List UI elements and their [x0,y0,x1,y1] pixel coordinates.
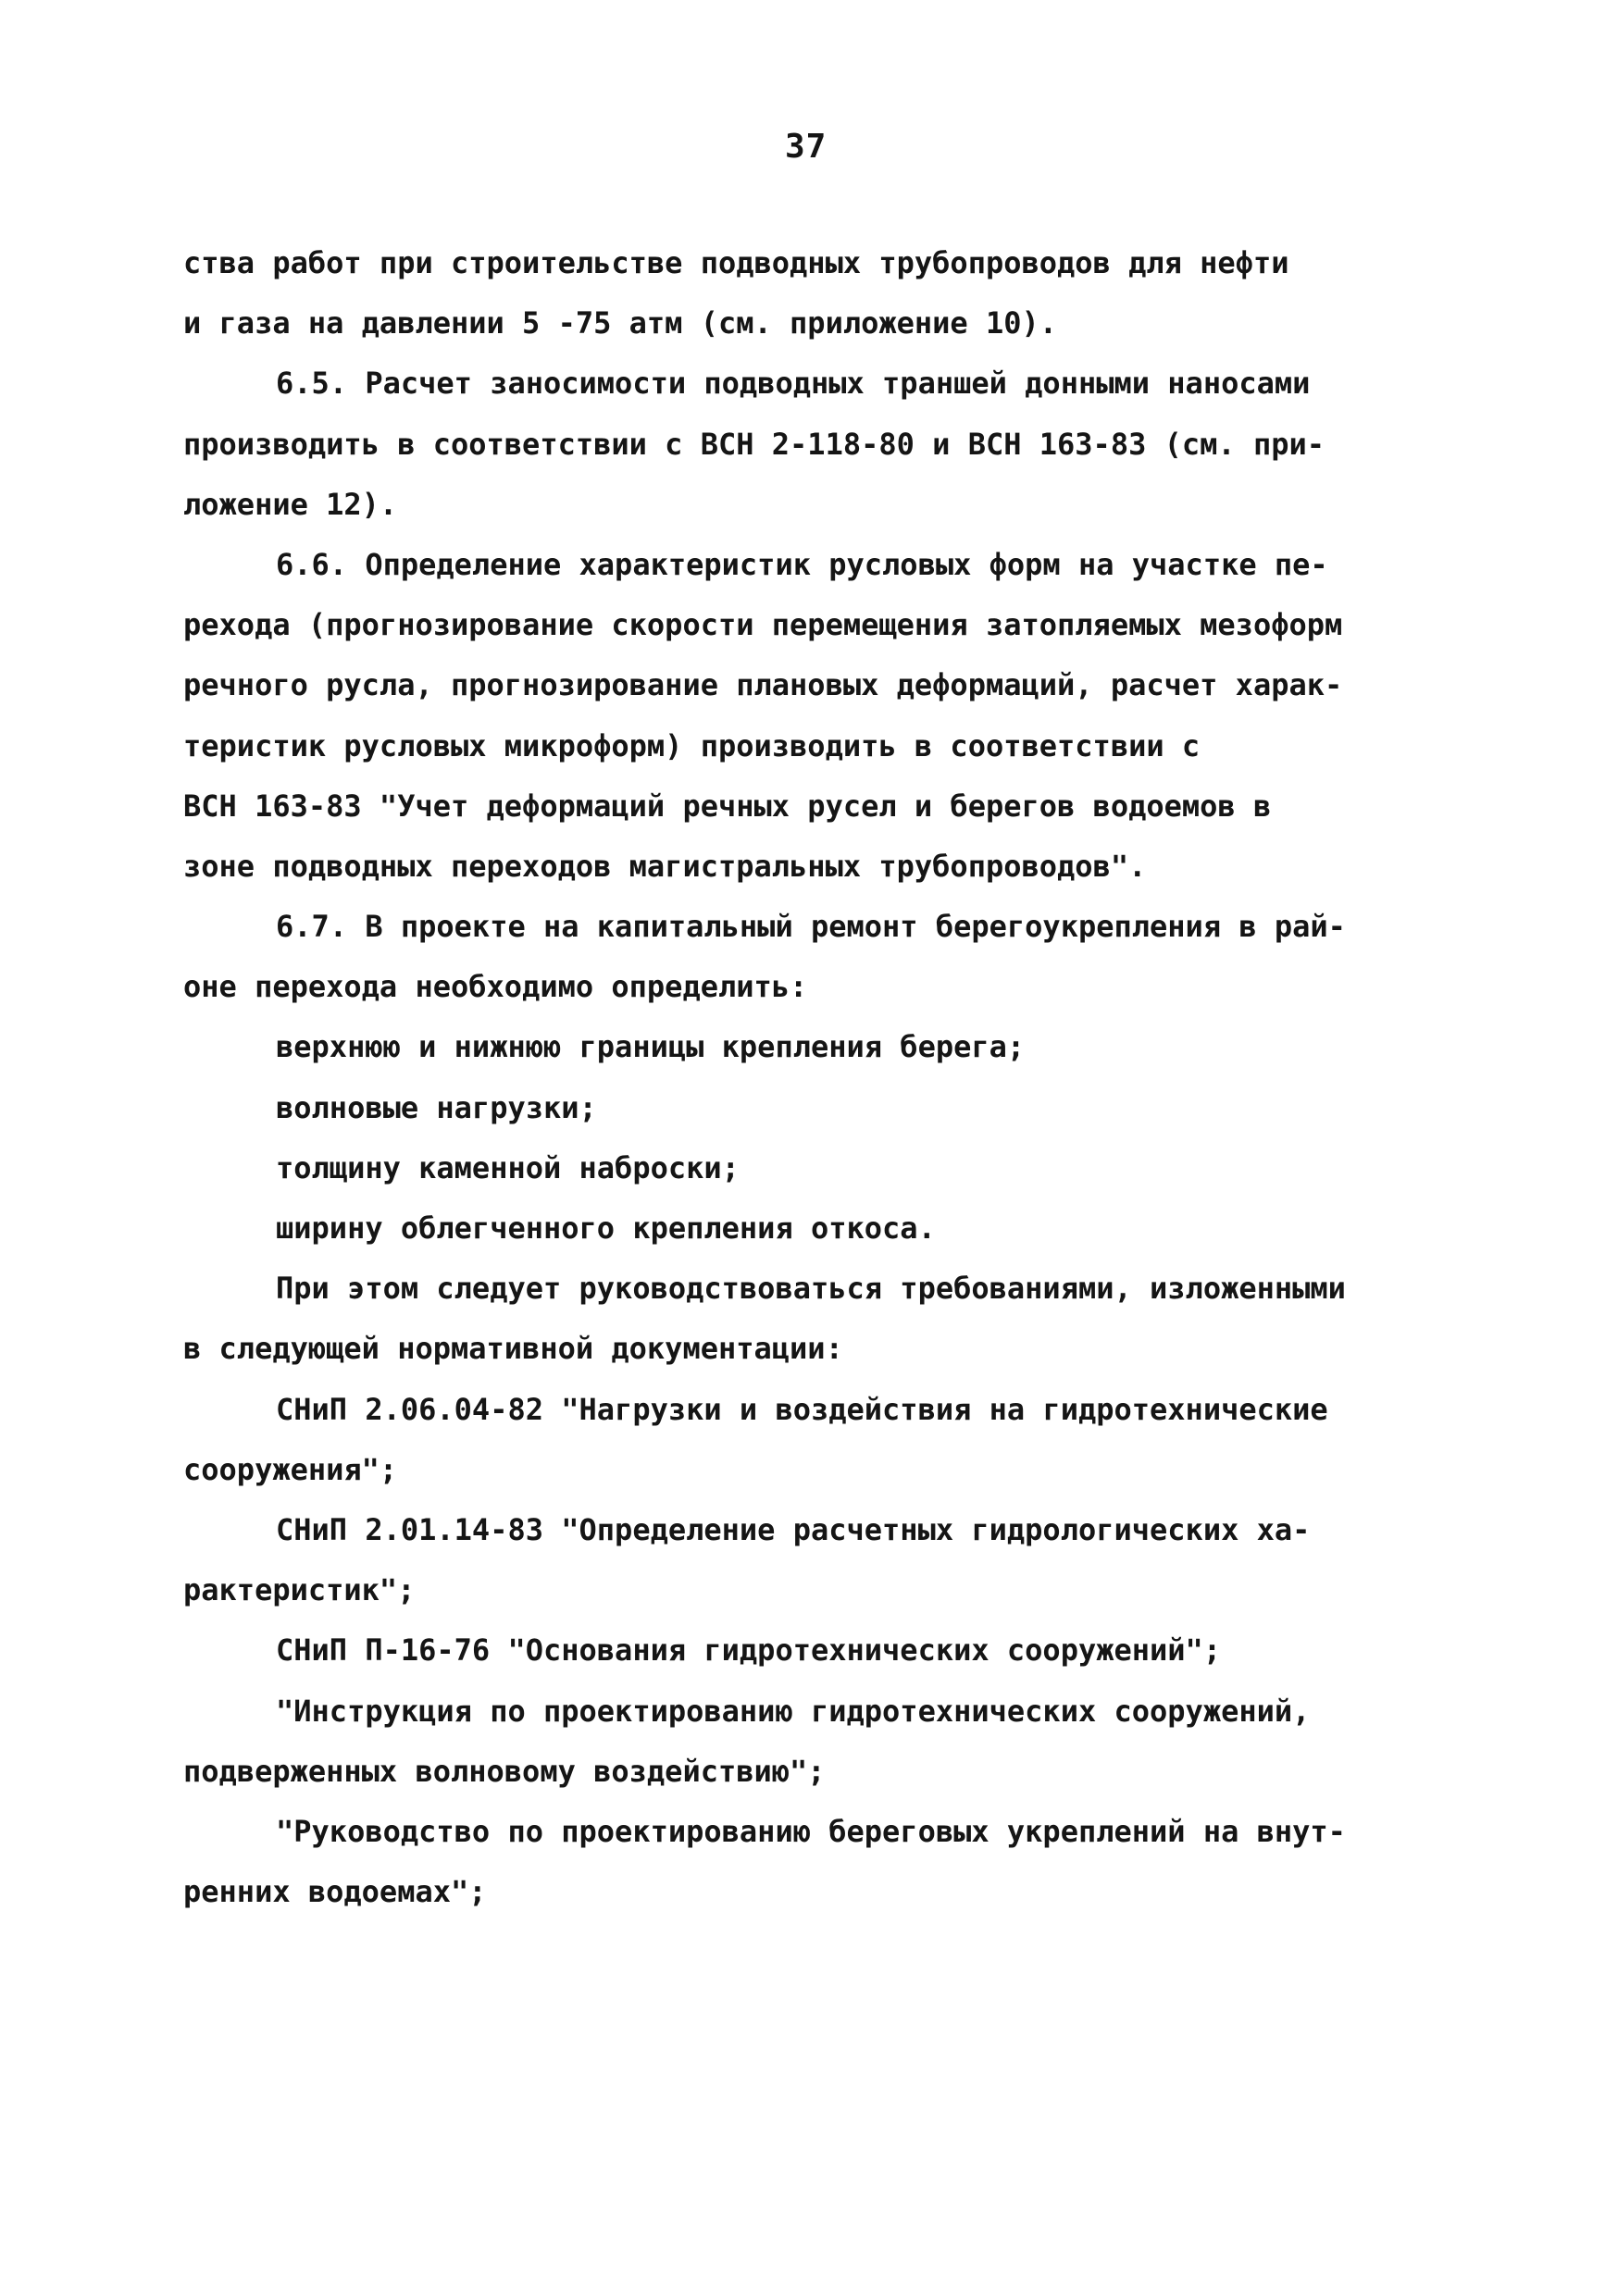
text-line: в следующей нормативной документации: [183,1331,843,1367]
text-line: СНиП 2.06.04-82 "Нагрузки и воздействия на гидротехнические [276,1391,1328,1427]
body-text [183,233,1442,1922]
text-line: При этом следует руководствоваться требованиями, изложенными [276,1271,1346,1307]
text-line: ства работ при строительстве подводных трубопроводов для нефти [183,245,1289,280]
text-line: "Инструкция по проектированию гидротехнических сооружений, [276,1693,1311,1729]
text-line: 6.5. Расчет заносимости подводных траншей донными наносами [276,366,1311,402]
text-line: СНиП 2.01.14-83 "Определение расчетных гидрологических ха- [276,1511,1311,1547]
text-line: 6.6. Определение характеристик русловых форм на участке пе- [276,546,1328,582]
text-line: сооружения"; [183,1451,398,1487]
page-number: 37 [785,128,828,166]
text-line: СНиП П-16-76 "Основания гидротехнических сооружений"; [276,1632,1222,1669]
text-line: верхнюю и нижнюю границы крепления берега; [276,1029,1026,1065]
text-line: волновые нагрузки; [276,1089,597,1125]
text-line: производить в соответствии с ВСН 2-118-80 и ВСН 163-83 (см. при- [183,426,1325,462]
text-line: ложение 12). [183,486,398,522]
text-line: подверженных волновому воздействию"; [183,1753,826,1789]
text-line: и газа на давлении 5 -75 атм (см. приложение 10). [183,305,1058,341]
text-line: ширину облегченного крепления откоса. [276,1210,936,1246]
text-line: речного русла, прогнозирование плановых деформаций, расчет харак- [183,667,1343,703]
text-line: теристик русловых микроформ) производить в соответствии с [183,727,1201,763]
text-line: оне перехода необходимо определить: [183,969,808,1005]
text-line: рактеристик"; [183,1572,416,1608]
text-line: "Руководство по проектированию береговых укреплений на внут- [276,1813,1346,1849]
text-line: 6.7. В проекте на капитальный ремонт берегоукрепления в рай- [276,909,1346,945]
text-line: ренних водоемах"; [183,1874,487,1910]
text-line: ВСН 163-83 "Учет деформаций речных русел и берегов водоемов в [183,788,1272,824]
text-line: рехода (прогнозирование скорости перемещения затопляемых мезоформ [183,607,1343,643]
text-line: толщину каменной наброски; [276,1149,740,1185]
text-line: зоне подводных переходов магистральных трубопроводов". [183,848,1147,884]
